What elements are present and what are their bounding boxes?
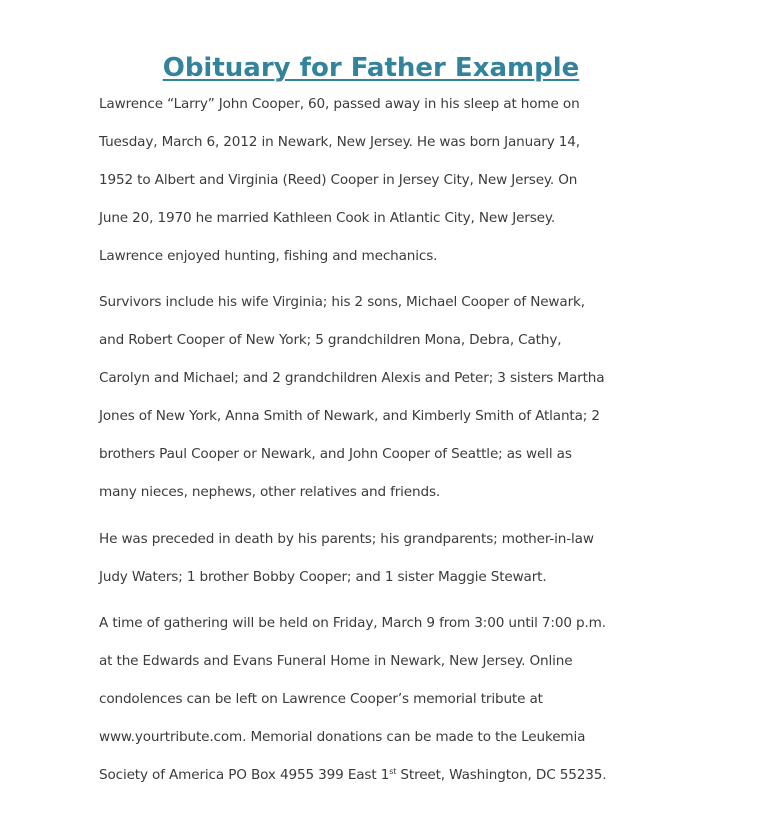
paragraph-line: and Robert Cooper of New York; 5 grandchildren Mona, Debra, Cathy,: [99, 332, 562, 348]
paragraph-line: He was preceded in death by his parents; his grandparents; mother-in-law: [99, 531, 594, 547]
paragraph-line: June 20, 1970 he married Kathleen Cook in Atlantic City, New Jersey.: [99, 210, 556, 226]
paragraph-biography: [99, 85, 659, 275]
paragraph-line: A time of gathering will be held on Friday, March 9 from 3:00 until 7:00 p.m.: [99, 615, 606, 631]
paragraph-line: condolences can be left on Lawrence Cooper’s memorial tribute at: [99, 691, 543, 707]
paragraph-line: Carolyn and Michael; and 2 grandchildren Alexis and Peter; 3 sisters Martha: [99, 370, 605, 386]
paragraph-line: brothers Paul Cooper or Newark, and John Cooper of Seattle; as well as: [99, 446, 572, 462]
paragraph-line: Tuesday, March 6, 2012 in Newark, New Jersey. He was born January 14,: [99, 134, 580, 150]
paragraph-line: www.yourtribute.com. Memorial donations can be made to the Leukemia: [99, 729, 586, 745]
address-text-end: Street, Washington, DC 55235.: [396, 767, 607, 783]
address-text-start: Society of America PO Box 4955 399 East 1: [99, 767, 390, 783]
paragraph-survivors: [99, 283, 659, 511]
paragraph-line: Lawrence enjoyed hunting, fishing and mechanics.: [99, 248, 438, 264]
ordinal-superscript: st: [389, 767, 397, 776]
document-title: Obituary for Father Example: [162, 53, 580, 83]
paragraph-line: at the Edwards and Evans Funeral Home in Newark, New Jersey. Online: [99, 653, 573, 669]
paragraph-line: Lawrence “Larry” John Cooper, 60, passed away in his sleep at home on: [99, 96, 580, 112]
paragraph-line: [99, 756, 659, 794]
paragraph-line: Judy Waters; 1 brother Bobby Cooper; and 1 sister Maggie Stewart.: [99, 569, 547, 585]
paragraph-line: 1952 to Albert and Virginia (Reed) Cooper in Jersey City, New Jersey. On: [99, 172, 578, 188]
paragraph-preceded: [99, 520, 659, 596]
paragraph-line: Survivors include his wife Virginia; his 2 sons, Michael Cooper of Newark,: [99, 294, 585, 310]
paragraph-services: [99, 604, 659, 794]
paragraph-line: many nieces, nephews, other relatives and friends.: [99, 484, 441, 500]
paragraph-line: Jones of New York, Anna Smith of Newark, and Kimberly Smith of Atlanta; 2: [99, 408, 600, 424]
